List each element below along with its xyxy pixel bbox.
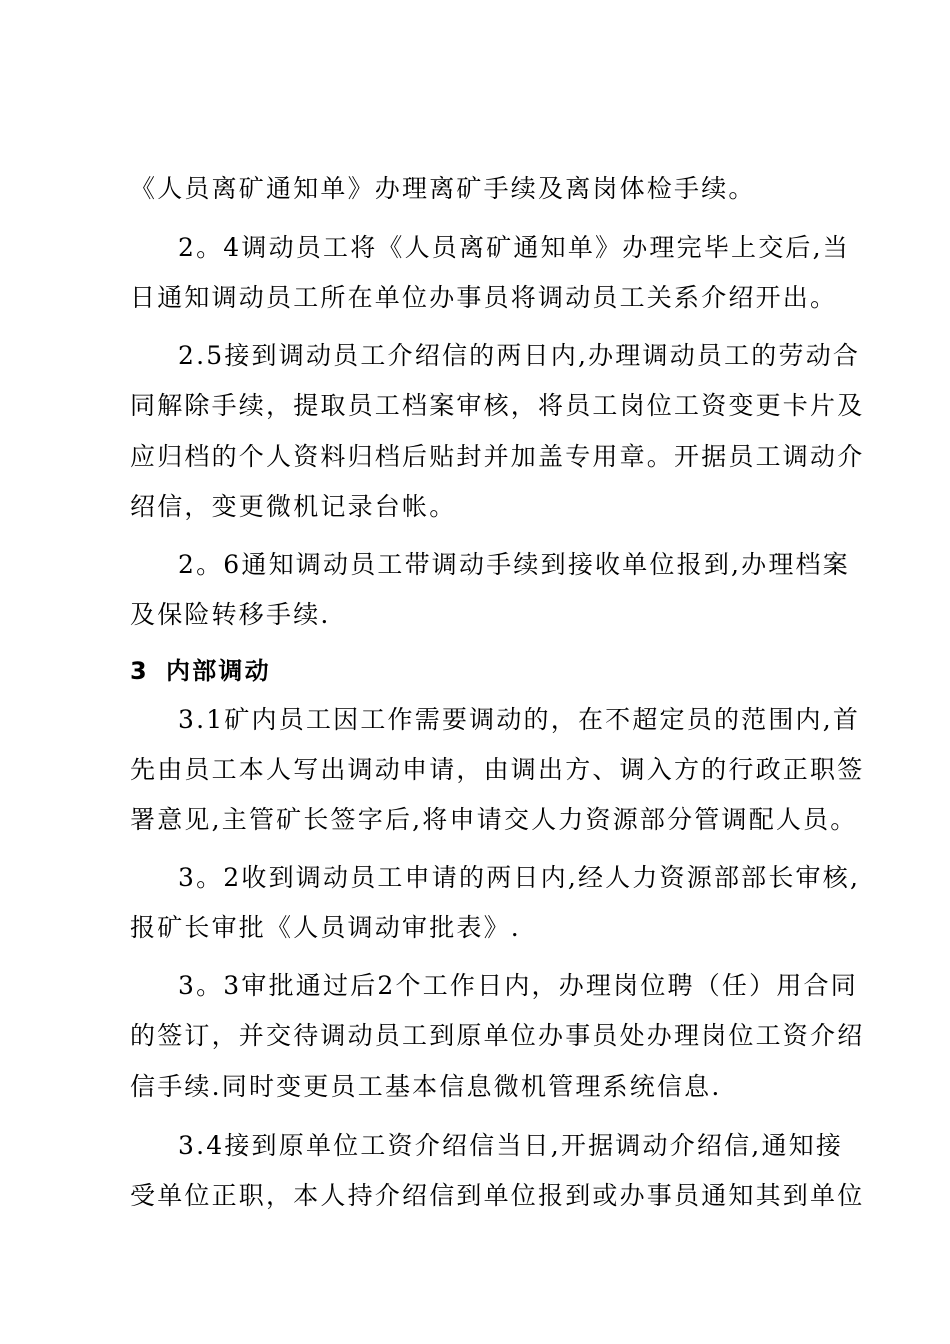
paragraph-2-6: 2。6通知调动员工带调动手续到接收单位报到,办理档案 (178, 550, 850, 579)
body-line: 署意见,主管矿长签字后,将申请交人力资源部分管调配人员。 (130, 805, 858, 834)
body-line: 报矿长审批《人员调动审批表》. (130, 913, 521, 942)
body-line: 及保险转移手续. (130, 600, 331, 629)
section-heading (130, 656, 271, 686)
section-number: 3 (130, 657, 149, 685)
paragraph-3-4: 3.4接到原单位工资介绍信当日,开据调动介绍信,通知接 (178, 1131, 844, 1160)
body-line: 的签订，并交待调动员工到原单位办事员处办理岗位工资介绍 (130, 1021, 865, 1050)
body-line: 绍信，变更微机记录台帐。 (130, 492, 457, 521)
paragraph-2-4: 2。4调动员工将《人员离矿通知单》办理完毕上交后,当 (178, 233, 850, 262)
body-line: 受单位正职，本人持介绍信到单位报到或办事员通知其到单位 (130, 1181, 865, 1210)
section-title: 内部调动 (166, 657, 271, 685)
body-line: 《人员离矿通知单》办理离矿手续及离岗体检手续。 (130, 174, 756, 203)
body-line: 信手续.同时变更员工基本信息微机管理系统信息. (130, 1072, 722, 1101)
body-line: 先由员工本人写出调动申请，由调出方、调入方的行政正职签 (130, 755, 865, 784)
paragraph-3-2: 3。2收到调动员工申请的两日内,经人力资源部部长审核, (178, 863, 861, 892)
paragraph-3-3: 3。3审批通过后2个工作日内，办理岗位聘（任）用合同 (178, 971, 858, 1000)
body-line: 同解除手续，提取员工档案审核，将员工岗位工资变更卡片及 (130, 391, 865, 420)
paragraph-2-5: 2.5接到调动员工介绍信的两日内,办理调动员工的劳动合 (178, 341, 861, 370)
body-line: 应归档的个人资料归档后贴封并加盖专用章。开据员工调动介 (130, 442, 865, 471)
paragraph-3-1: 3.1矿内员工因工作需要调动的，在不超定员的范围内,首 (178, 705, 861, 734)
body-line: 日通知调动员工所在单位办事员将调动员工关系介绍开出。 (130, 283, 838, 312)
